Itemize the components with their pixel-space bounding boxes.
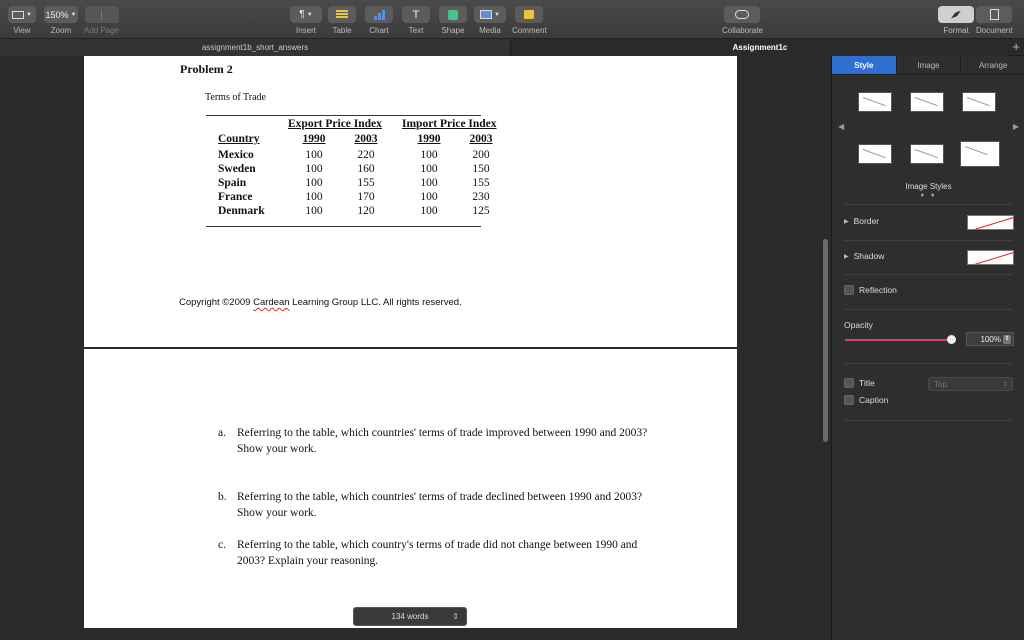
chart-button[interactable] [365, 6, 393, 23]
opacity-input[interactable] [966, 332, 1014, 346]
format-inspector [831, 56, 1024, 640]
reflection-checkbox[interactable] [844, 285, 854, 295]
insert-button[interactable] [290, 6, 322, 23]
tab-arrange[interactable]: Arrange [978, 60, 1008, 70]
import-2003-cell: 230 [472, 191, 490, 203]
zoom-value: 150% [45, 9, 69, 20]
toolbar [0, 0, 1024, 39]
view-control[interactable] [8, 6, 36, 35]
word-count-text: 134 words [391, 612, 429, 621]
page-2 [84, 349, 737, 628]
export-1990-cell: 100 [305, 191, 323, 203]
paragraph-icon: ¶ [299, 9, 305, 20]
inspector-tabs [832, 56, 1024, 75]
add-page-button[interactable] [85, 6, 119, 23]
export-2003-cell: 170 [357, 191, 375, 203]
table-title: Terms of Trade [205, 92, 266, 103]
divider [844, 309, 1013, 310]
border-label: Border [853, 216, 880, 226]
table-button[interactable] [328, 6, 356, 23]
title-row[interactable] [844, 378, 875, 388]
paintbrush-icon [951, 11, 961, 19]
question-text: Referring to the table, which country's terms of trade did not change between 1990 and 2003? Explain your reasoning. [237, 539, 638, 567]
table-bottom-rule [206, 226, 481, 227]
shape-icon [448, 10, 458, 20]
country-cell: France [218, 191, 253, 203]
tab-image[interactable]: Image [897, 56, 962, 74]
vertical-scrollbar[interactable] [823, 239, 828, 442]
collaborate-button[interactable] [724, 6, 760, 23]
comment-icon [524, 10, 534, 19]
chart-label: Chart [369, 26, 389, 35]
question-letter: c. [218, 539, 226, 551]
new-tab-plus-icon[interactable]: + [1012, 39, 1020, 54]
view-button[interactable] [8, 6, 36, 23]
export-2003-header: 2003 [354, 133, 378, 145]
zoom-select[interactable] [44, 6, 78, 23]
shadow-disclosure[interactable] [844, 251, 884, 261]
image-styles-label: Image Styles [905, 182, 952, 191]
title-position-value: Top [934, 379, 947, 389]
divider [844, 274, 1013, 275]
image-style-swatch[interactable] [910, 92, 944, 112]
copyright-text-post: Learning Group LLC. All rights reserved. [289, 297, 462, 308]
title-checkbox[interactable] [844, 378, 854, 388]
disclosure-triangle-icon: ▶ [844, 253, 849, 260]
insert-control[interactable] [290, 6, 322, 35]
image-style-swatch[interactable] [858, 144, 892, 164]
text-box-icon: T [412, 8, 420, 21]
country-cell: Spain [218, 177, 247, 189]
export-2003-cell: 120 [357, 205, 375, 217]
import-1990-header: 1990 [417, 133, 441, 145]
table-label: Table [332, 26, 352, 35]
table-control[interactable] [328, 6, 356, 35]
up-down-chevron-icon: ⇕ [452, 612, 459, 621]
tab-assignment1b[interactable]: assignment1b_short_answers [0, 39, 511, 56]
document-icon [990, 9, 999, 20]
add-page-icon [101, 10, 102, 20]
question-text: Referring to the table, which countries' terms of trade improved between 1990 and 2003? Show your work. [237, 427, 648, 455]
collaborate-label: Collaborate [722, 26, 763, 35]
chevron-left-icon[interactable]: ◀ [838, 122, 845, 131]
table-top-rule [206, 115, 481, 116]
misspelled-word[interactable]: Cardean [253, 297, 290, 308]
text-label: Text [408, 26, 424, 35]
title-position-select[interactable] [928, 377, 1013, 391]
chevron-down-icon: ▼ [26, 11, 32, 18]
divider [844, 240, 1013, 241]
copyright-notice[interactable] [179, 297, 462, 308]
export-1990-cell: 100 [305, 177, 323, 189]
image-style-swatch[interactable] [858, 92, 892, 112]
shadow-label: Shadow [853, 251, 885, 261]
import-2003-cell: 150 [472, 163, 490, 175]
add-page-control[interactable] [84, 6, 119, 35]
export-1990-cell: 100 [305, 149, 323, 161]
image-style-swatch[interactable] [960, 141, 1000, 167]
country-header: Country [218, 133, 260, 145]
shape-button[interactable] [439, 6, 467, 23]
media-button[interactable] [474, 6, 506, 23]
shadow-style-swatch[interactable] [967, 250, 1014, 265]
document-control[interactable] [976, 6, 1012, 35]
divider [844, 204, 1013, 205]
document-tab-bar [0, 39, 1024, 56]
disclosure-triangle-icon: ▶ [844, 218, 849, 225]
divider [844, 420, 1013, 421]
export-2003-cell: 220 [357, 149, 375, 161]
import-1990-cell: 100 [420, 163, 438, 175]
sidebar-layout-icon [12, 11, 24, 19]
media-control[interactable] [474, 6, 506, 35]
border-disclosure[interactable] [844, 216, 879, 226]
border-style-swatch[interactable] [967, 215, 1014, 230]
page-1 [84, 56, 737, 347]
table-icon [336, 10, 348, 19]
image-style-swatch[interactable] [962, 92, 996, 112]
import-1990-cell: 100 [420, 177, 438, 189]
insert-label: Insert [295, 26, 316, 35]
country-cell: Sweden [218, 163, 256, 175]
caption-row[interactable] [844, 395, 888, 405]
text-button[interactable] [402, 6, 430, 23]
opacity-slider-track[interactable] [845, 339, 951, 341]
question-letter: a. [218, 427, 226, 439]
problem-title: Problem 2 [180, 62, 233, 76]
export-1990-cell: 100 [305, 205, 323, 217]
format-control[interactable] [938, 6, 974, 35]
collaborate-control[interactable] [722, 6, 763, 35]
text-control[interactable] [402, 6, 430, 35]
import-1990-cell: 100 [420, 205, 438, 217]
comment-label: Comment [512, 26, 547, 35]
add-page-label: Add Page [84, 26, 120, 35]
export-1990-header: 1990 [302, 133, 326, 145]
format-label: Format [943, 26, 969, 35]
stepper-icon[interactable]: ⇕ [1004, 336, 1010, 342]
chevron-down-icon: ▼ [70, 11, 77, 18]
chart-icon [374, 10, 385, 20]
document-label: Document [976, 26, 1013, 35]
import-2003-cell: 155 [472, 177, 490, 189]
media-label: Media [479, 26, 501, 35]
import-2003-cell: 200 [472, 149, 490, 161]
document-button[interactable] [976, 6, 1012, 23]
import-1990-cell: 100 [420, 191, 438, 203]
copyright-text-pre: Copyright ©2009 [179, 297, 254, 308]
title-label: Title [859, 378, 875, 388]
caption-checkbox[interactable] [844, 395, 854, 405]
import-2003-cell: 125 [472, 205, 490, 217]
up-down-chevron-icon: ⇕ [1002, 381, 1008, 388]
photo-icon [480, 10, 492, 19]
page-indicator-dots[interactable]: ● ● [920, 192, 937, 199]
tab-style[interactable]: Style [832, 56, 897, 74]
export-price-index-header: Export Price Index [288, 118, 382, 130]
zoom-control[interactable] [44, 6, 78, 35]
reflection-row[interactable] [844, 285, 897, 295]
zoom-label: Zoom [50, 26, 72, 35]
country-cell: Denmark [218, 205, 265, 217]
chart-control[interactable] [365, 6, 393, 35]
document-canvas[interactable] [0, 56, 831, 640]
tab-assignment1c[interactable]: Assignment1c [512, 39, 1008, 56]
chevron-down-icon: ▼ [494, 11, 500, 18]
question-letter: b. [218, 491, 227, 503]
import-2003-header: 2003 [469, 133, 493, 145]
caption-label: Caption [859, 395, 889, 405]
comment-control[interactable] [512, 6, 547, 35]
export-1990-cell: 100 [305, 163, 323, 175]
chevron-down-icon: ▼ [306, 11, 313, 18]
shape-label: Shape [441, 26, 465, 35]
divider [844, 363, 1013, 364]
image-style-swatch[interactable] [910, 144, 944, 164]
opacity-slider-handle[interactable] [947, 335, 956, 344]
import-price-index-header: Import Price Index [402, 118, 497, 130]
opacity-value: 100% [980, 334, 1001, 344]
question-text: Referring to the table, which countries' terms of trade declined between 1990 and 2003? Show your work. [237, 491, 643, 519]
chevron-right-icon[interactable]: ▶ [1012, 122, 1019, 131]
export-2003-cell: 155 [357, 177, 375, 189]
reflection-label: Reflection [859, 285, 897, 295]
word-count-button[interactable] [353, 607, 467, 626]
comment-button[interactable] [515, 6, 543, 23]
view-label: View [13, 26, 31, 35]
format-button[interactable] [938, 6, 974, 23]
shape-control[interactable] [439, 6, 467, 35]
opacity-label: Opacity [844, 320, 873, 330]
collaborate-icon [735, 10, 749, 19]
export-2003-cell: 160 [357, 163, 375, 175]
import-1990-cell: 100 [420, 149, 438, 161]
country-cell: Mexico [218, 149, 254, 161]
